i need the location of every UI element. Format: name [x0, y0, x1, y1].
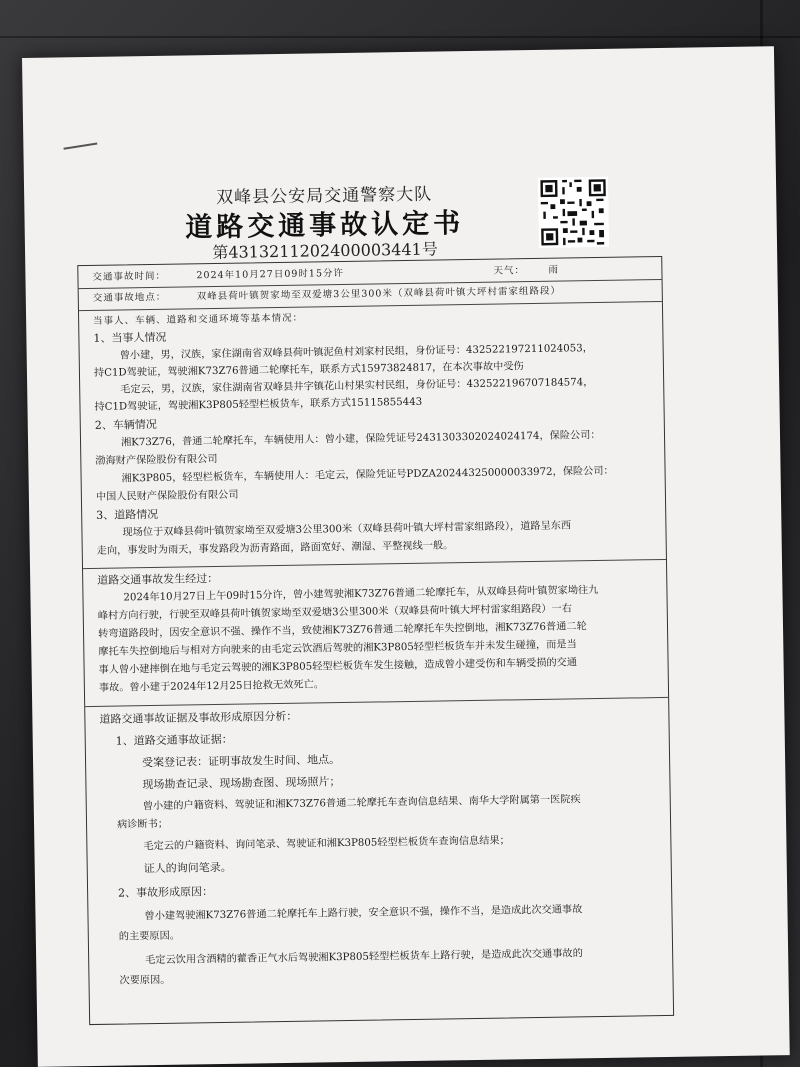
party1-line1: 曾小建，男，汉族，家住湖南省双峰县荷叶镇泥鱼村刘家村民组，身份证号：432522197211024053，	[119, 343, 593, 362]
road-line1: 现场位于双峰县荷叶镇贺家坳至双爱塘3公里300米（双峰县荷叶镇大坪村雷家组路段），道路呈东西	[122, 520, 572, 539]
section-divider	[85, 697, 668, 707]
process-line3: 转弯道路段时，因安全意识不强、操作不当，致使湘K73Z76普通二轮摩托车失控倒地，湘K73Z76普通二轮	[97, 621, 587, 640]
road-line2: 走向，事发时为雨天，事发路段为沥青路面，路面宽好、潮湿、平整视线一般。	[96, 540, 454, 557]
qr-code-icon	[538, 177, 609, 248]
vehicle2-line1: 湘K3P805，轻型栏板货车，车辆使用人：毛定云，保险凭证号PDZA202443250000033972，保险公司：	[121, 465, 614, 485]
vehicle1-line2: 渤海财产保险股份有限公司	[95, 453, 218, 467]
evidence-item: 受案登记表：证明事故发生时间、地点。	[141, 753, 341, 770]
cause-item: 的主要原因。	[118, 930, 181, 943]
process-line2: 峰村方向行驶，行驶至双峰县荷叶镇贺家坳至双爱塘3公里300米（双峰县荷叶镇大坪村雷家组路段）一右	[97, 603, 572, 622]
weather-value: 雨	[548, 264, 559, 276]
pen-mark	[63, 142, 97, 149]
cause-subheading: 2、事故形成原因：	[118, 885, 214, 900]
vehicle2-line2: 中国人民财产保险股份有限公司	[95, 489, 239, 503]
road-heading: 3、道路情况	[96, 507, 159, 522]
party2-line2: 持C1D驾驶证，驾驶湘K3P805轻型栏板货车，联系方式15115855443	[94, 396, 423, 413]
vehicle1-line1: 湘K73Z76，普通二轮摩托车，车辆使用人：曾小建，保险凭证号2431303302024024174，保险公司：	[120, 429, 601, 449]
party1-line2: 持C1D驾驶证，驾驶湘K73Z76普通二轮摩托车，联系方式15973824817，在本次事故中受伤	[93, 361, 524, 379]
evidence-item: 证人的询问笔录。	[143, 860, 232, 876]
process-line5: 事人曾小建摔倒在地与毛定云驾驶的湘K3P805轻型栏板货车发生接触，造成曾小建受伤和车辆受损的交通	[98, 657, 578, 676]
accident-time-label: 交通事故时间：	[92, 270, 167, 283]
accident-report-paper	[22, 46, 790, 1067]
evidence-heading: 道路交通事故证据及事故形成原因分析：	[99, 709, 298, 726]
party2-line1: 毛定云，男，汉族，家住湖南省双峰县井字镇花山村果实村民组，身份证号：432522196707184574，	[120, 377, 594, 396]
evidence-item: 曾小建的户籍资料、驾驶证和湘K73Z76普通二轮摩托车查询信息结果、南华大学附属第一医院疾	[142, 794, 581, 813]
document-number: 第4313211202400003441号	[212, 239, 438, 263]
weather-label: 天气：	[493, 265, 526, 277]
cause-item: 次要原因。	[119, 974, 171, 987]
evidence-item: 病诊断书；	[116, 818, 169, 831]
process-heading: 道路交通事故发生经过：	[97, 571, 219, 587]
agency-name: 双峰县公安局交通警察大队	[216, 184, 433, 208]
process-line6: 事故。曾小建于2024年12月25日抢救无效死亡。	[98, 679, 325, 694]
evidence-subheading: 1、道路交通事故证据：	[115, 732, 233, 748]
report-form	[77, 256, 674, 1025]
document-title: 道路交通事故认定书	[184, 208, 465, 244]
process-line4: 摩托车失控倒地后与相对方向驶来的由毛定云饮酒后驾驶的湘K3P805轻型栏板货车并未发生碰撞，而是当	[98, 639, 577, 658]
section-divider	[83, 559, 666, 569]
vehicles-heading: 2、车辆情况	[94, 417, 157, 432]
accident-time-value: 2024年10月27日09时15分许	[196, 267, 345, 282]
accident-place-label: 交通事故地点：	[92, 291, 167, 304]
cause-item: 曾小建驾驶湘K73Z76普通二轮摩托车上路行驶，安全意识不强，操作不当，是造成此次交通事故	[144, 904, 583, 923]
cause-item: 毛定云饮用含酒精的藿香正气水后驾驶湘K3P805轻型栏板货车上路行驶，是造成此次交通事故的	[145, 948, 583, 967]
seat-seam	[0, 36, 800, 38]
process-line1: 2024年10月27日上午09时15分许，曾小建驾驶湘K73Z76普通二轮摩托车，从双峰县荷叶镇贺家坳往九	[123, 585, 599, 604]
evidence-item: 毛定云的户籍资料、询问笔录、驾驶证和湘K3P805轻型栏板货车查询信息结果；	[143, 835, 510, 853]
accident-place-value: 双峰县荷叶镇贺家坳至双爱塘3公里300米（双峰县荷叶镇大坪村雷家组路段）	[196, 285, 562, 303]
evidence-item: 现场勘查记录、现场勘查图、现场照片；	[142, 775, 341, 792]
basic-info-heading: 当事人、车辆、道路和交通环境等基本情况：	[93, 312, 304, 327]
parties-heading: 1、当事人情况	[93, 330, 167, 345]
